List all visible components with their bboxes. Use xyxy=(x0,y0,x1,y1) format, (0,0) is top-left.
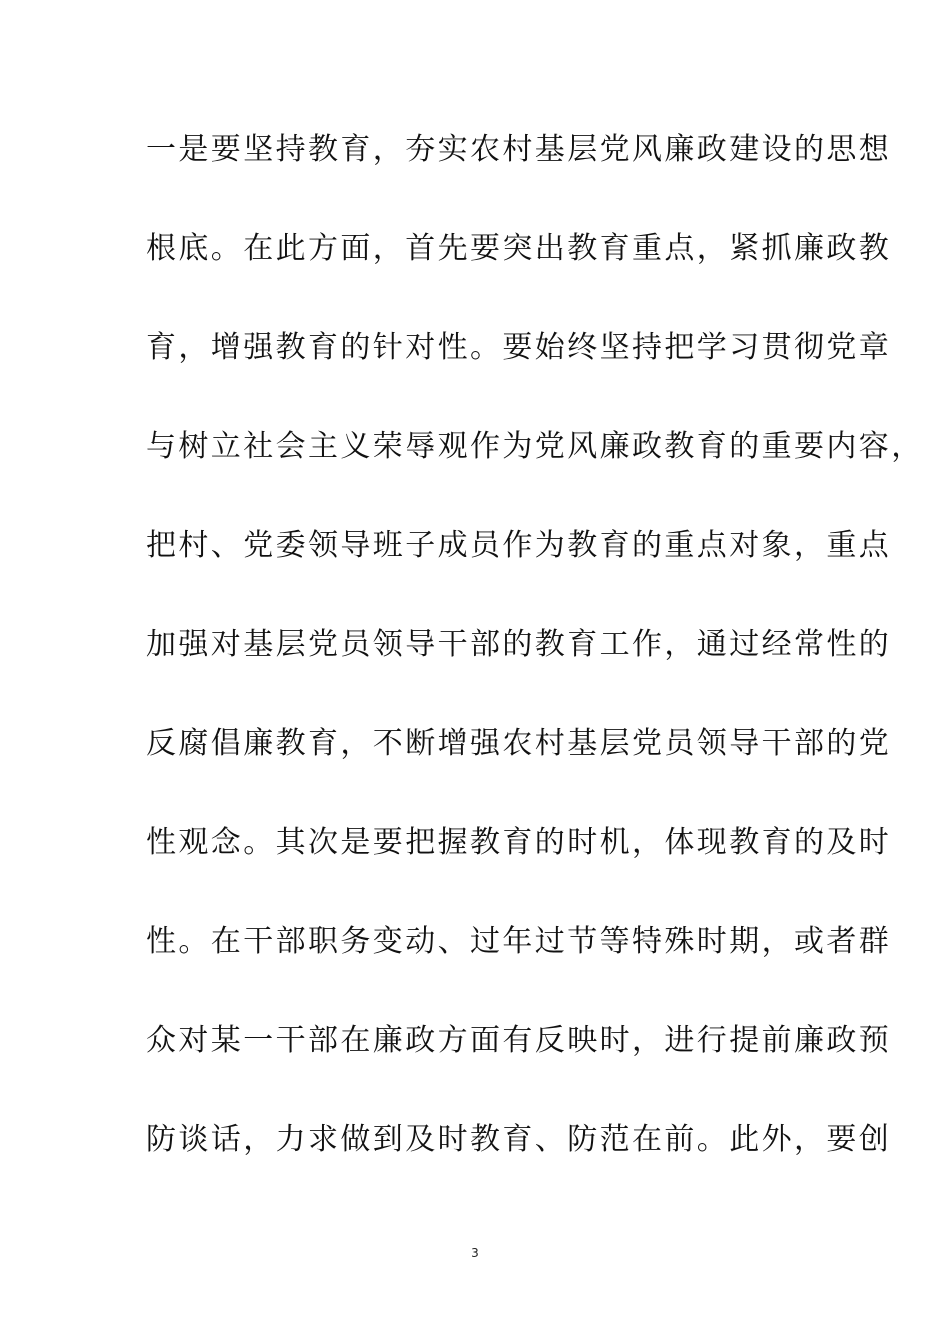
text-line: 众对某一干部在廉政方面有反映时，进行提前廉政预 xyxy=(146,1023,892,1058)
text-line: 防谈话，力求做到及时教育、防范在前。此外，要创 xyxy=(146,1122,892,1157)
body-paragraph xyxy=(146,128,924,1217)
text-line: 根底。在此方面，首先要突出教育重点，紧抓廉政教 xyxy=(146,231,892,266)
text-line: 一是要坚持教育，夯实农村基层党风廉政建设的思想 xyxy=(146,132,892,167)
text-line: 把村、党委领导班子成员作为教育的重点对象，重点 xyxy=(146,528,892,563)
page-number: 3 xyxy=(471,1246,479,1260)
text-line: 性。在干部职务变动、过年过节等特殊时期，或者群 xyxy=(146,924,892,959)
text-line: 与树立社会主义荣辱观作为党风廉政教育的重要内容， xyxy=(146,429,924,464)
text-line: 育，增强教育的针对性。要始终坚持把学习贯彻党章 xyxy=(146,330,892,365)
text-line: 反腐倡廉教育，不断增强农村基层党员领导干部的党 xyxy=(146,726,892,761)
text-line: 性观念。其次是要把握教育的时机，体现教育的及时 xyxy=(146,825,892,860)
text-line: 加强对基层党员领导干部的教育工作，通过经常性的 xyxy=(146,627,892,662)
